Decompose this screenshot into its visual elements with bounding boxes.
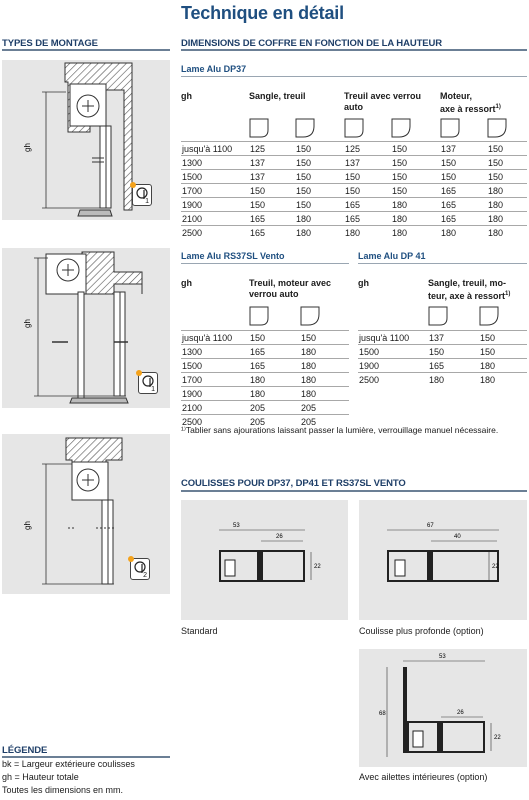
table-cell: 150 [487, 142, 527, 156]
table-cell: 150 [249, 184, 295, 198]
table-row [181, 170, 527, 184]
table-cell: 150 [295, 170, 344, 184]
table-cell: 150 [391, 184, 440, 198]
table-cell: 180 [487, 212, 527, 226]
table-cell: 150 [391, 156, 440, 170]
dp37-table [181, 141, 527, 239]
coulisse-standard-drawing [181, 500, 348, 620]
rs37-col1-header-b: verrou auto [249, 289, 299, 299]
table-cell: 150 [391, 142, 440, 156]
montage-2-badge [138, 372, 158, 394]
montage-1-badge [132, 184, 152, 206]
table-cell: 180 [295, 226, 344, 240]
legend-line: gh = Hauteur totale [2, 772, 79, 782]
table-cell: 1700 [181, 373, 249, 387]
table-cell: 2500 [358, 373, 428, 387]
coffre-square-icon [249, 306, 269, 326]
table-cell: 150 [487, 156, 527, 170]
coulisse-standard-panel [181, 500, 348, 620]
table-cell: 180 [391, 212, 440, 226]
table-cell: 150 [391, 170, 440, 184]
svg-text:gh: gh [23, 319, 32, 328]
coulisse-profonde-caption: Coulisse plus profonde (option) [359, 626, 484, 636]
coffre-rounded-icon [300, 306, 320, 326]
dp41-table [358, 330, 527, 386]
table-cell: 165 [344, 198, 391, 212]
table-row [358, 359, 527, 373]
table-cell: 180 [391, 198, 440, 212]
coffre-rounded-icon [295, 118, 315, 138]
table-cell: 150 [295, 184, 344, 198]
table-cell: 1900 [358, 359, 428, 373]
table-row [181, 331, 349, 345]
table-cell: 165 [440, 198, 487, 212]
table-cell: 150 [344, 170, 391, 184]
table-cell: 165 [249, 359, 300, 373]
table-cell: 180 [487, 198, 527, 212]
svg-text:gh: gh [23, 143, 32, 152]
rs37-title: Lame Alu RS37SL Vento [181, 251, 285, 261]
coffre-rounded-icon [487, 118, 507, 138]
legend-heading: LÉGENDE [2, 745, 48, 756]
table-cell: 150 [487, 170, 527, 184]
table-cell: 125 [249, 142, 295, 156]
coulisse-standard-caption: Standard [181, 626, 218, 636]
table-cell: 137 [249, 170, 295, 184]
table-cell: 150 [479, 331, 527, 345]
table-row [181, 401, 349, 415]
coffre-square-icon [440, 118, 460, 138]
table-cell: 165 [249, 212, 295, 226]
table-cell: 180 [479, 373, 527, 387]
coffre-rounded-icon [391, 118, 411, 138]
dp37-gh-header: gh [181, 91, 192, 101]
table-row [181, 142, 527, 156]
table-cell: 137 [440, 142, 487, 156]
table-cell: 1300 [181, 345, 249, 359]
legend-line: bk = Largeur extérieure coulisses [2, 759, 135, 769]
table-row [181, 184, 527, 198]
table-cell: jusqu'à 1100 [181, 331, 249, 345]
table-cell: 1900 [181, 198, 249, 212]
table-cell: 205 [249, 401, 300, 415]
table-cell: 180 [295, 212, 344, 226]
dp37-col2-header-a: Treuil avec verrou [344, 91, 422, 101]
table-row [181, 212, 527, 226]
dp37-rule [181, 76, 527, 77]
coulisse-ailettes-caption: Avec ailettes intérieures (option) [359, 772, 488, 782]
badge-number: 2 [143, 572, 147, 579]
coffre-rounded-icon [479, 306, 499, 326]
table-row [181, 226, 527, 240]
table-cell: 1500 [358, 345, 428, 359]
svg-text:53: 53 [233, 523, 240, 529]
montage-diagram-1 [2, 60, 170, 220]
coulisses-rule [181, 490, 527, 492]
svg-text:22: 22 [492, 564, 499, 570]
table-cell: 2100 [181, 401, 249, 415]
svg-text:40: 40 [454, 534, 461, 540]
table-cell: 137 [428, 331, 479, 345]
table-cell: 125 [344, 142, 391, 156]
table-row [358, 345, 527, 359]
table-cell: 137 [249, 156, 295, 170]
coffre-square-icon [249, 118, 269, 138]
coffre-square-icon [428, 306, 448, 326]
table-row [181, 373, 349, 387]
table-row [181, 387, 349, 401]
table-cell: 180 [487, 226, 527, 240]
svg-text:26: 26 [276, 534, 283, 540]
table-cell: jusqu'à 1100 [358, 331, 428, 345]
table-cell: 180 [300, 345, 349, 359]
table-cell: 205 [249, 415, 300, 429]
table-cell: 180 [249, 387, 300, 401]
table-cell: 150 [440, 170, 487, 184]
dimensions-heading: DIMENSIONS DE COFFRE EN FONCTION DE LA HAUTEUR [181, 38, 443, 49]
dp41-title: Lame Alu DP 41 [358, 251, 426, 261]
table-cell: 165 [428, 359, 479, 373]
table-row [358, 331, 527, 345]
table-row [358, 373, 527, 387]
table-cell: 165 [344, 212, 391, 226]
table-row [181, 156, 527, 170]
table-cell: 150 [344, 184, 391, 198]
montage-3-badge [130, 558, 150, 580]
table-cell: 165 [440, 212, 487, 226]
table-cell: 150 [440, 156, 487, 170]
table-cell: 1700 [181, 184, 249, 198]
table-cell: 1900 [181, 387, 249, 401]
table-cell: 2100 [181, 212, 249, 226]
left-heading-rule [2, 49, 170, 51]
table-cell: 180 [249, 373, 300, 387]
table-cell: 1300 [181, 156, 249, 170]
table-cell: jusqu'à 1100 [181, 142, 249, 156]
table-cell: 180 [440, 226, 487, 240]
page-title: Technique en détail [181, 3, 344, 23]
rs37-rule [181, 263, 349, 264]
coulisse-ailettes-panel [359, 649, 527, 767]
dp41-gh-header: gh [358, 278, 369, 288]
dp37-col3-header-b: axe à ressort$^{1)}$ [440, 104, 501, 114]
dp37-col3-header-a: Moteur, [440, 91, 473, 101]
svg-text:gh: gh [23, 521, 32, 530]
footnote: ¹⁾Tablier sans ajourations laissant passer la lumière, verrouillage manuel nécessaire. [181, 425, 499, 435]
table-cell: 180 [428, 373, 479, 387]
svg-text:22: 22 [494, 735, 501, 741]
table-cell: 180 [344, 226, 391, 240]
montage-diagram-2 [2, 248, 170, 408]
coffre-square-icon [344, 118, 364, 138]
table-cell: 150 [295, 198, 344, 212]
badge-number: 1 [151, 386, 155, 393]
table-row [181, 198, 527, 212]
table-cell: 2500 [181, 415, 249, 429]
dp37-col2-header-b: auto [344, 102, 363, 112]
dp37-col1-header: Sangle, treuil [249, 91, 306, 101]
dp41-rule [358, 263, 527, 264]
table-cell: 150 [295, 142, 344, 156]
table-cell: 150 [249, 198, 295, 212]
rs37-gh-header: gh [181, 278, 192, 288]
table-cell: 150 [295, 156, 344, 170]
badge-number: 1 [145, 198, 149, 205]
table-cell: 205 [300, 415, 349, 429]
types-de-montage-heading: TYPES DE MONTAGE [2, 38, 98, 49]
legend-rule [2, 756, 170, 758]
table-cell: 1500 [181, 359, 249, 373]
table-row [181, 345, 349, 359]
svg-text:53: 53 [439, 654, 446, 660]
table-cell: 165 [249, 345, 300, 359]
dp41-col1-header-a: Sangle, treuil, mo- [428, 278, 507, 288]
coulisse-ailettes-drawing [359, 649, 527, 767]
table-cell: 150 [300, 331, 349, 345]
table-cell: 150 [428, 345, 479, 359]
table-cell: 180 [391, 226, 440, 240]
table-cell: 150 [479, 345, 527, 359]
table-cell: 1500 [181, 170, 249, 184]
right-heading-rule [181, 49, 527, 51]
legend-line: Toutes les dimensions en mm. [2, 785, 124, 795]
coulisses-heading: COULISSES POUR DP37, DP41 ET RS37SL VENTO [181, 478, 406, 489]
table-cell: 165 [249, 226, 295, 240]
montage-diagram-3 [2, 434, 170, 594]
table-cell: 165 [440, 184, 487, 198]
table-cell: 180 [300, 359, 349, 373]
coulisse-profonde-panel [359, 500, 527, 620]
coulisse-profonde-drawing [359, 500, 527, 620]
table-cell: 137 [344, 156, 391, 170]
table-cell: 205 [300, 401, 349, 415]
rs37-table [181, 330, 349, 428]
svg-text:26: 26 [457, 710, 464, 716]
table-row [181, 359, 349, 373]
table-cell: 2500 [181, 226, 249, 240]
table-cell: 180 [300, 387, 349, 401]
table-cell: 150 [249, 331, 300, 345]
svg-text:67: 67 [427, 523, 434, 529]
rs37-col1-header-a: Treuil, moteur avec [249, 278, 332, 288]
dp41-col1-header-b: teur, axe à ressort$^{1)}$ [428, 291, 511, 301]
table-cell: 180 [300, 373, 349, 387]
svg-text:22: 22 [314, 564, 321, 570]
svg-text:68: 68 [379, 711, 386, 717]
table-cell: 180 [487, 184, 527, 198]
table-cell: 180 [479, 359, 527, 373]
dp37-title: Lame Alu DP37 [181, 64, 247, 74]
